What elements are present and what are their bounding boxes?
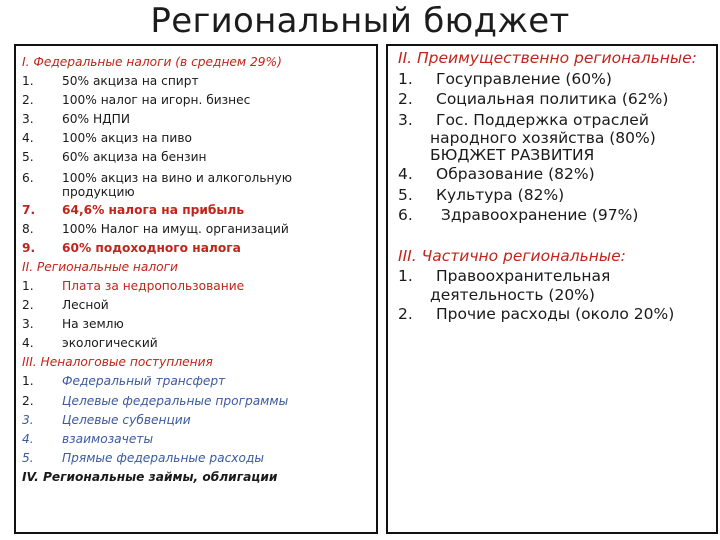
list-item: 1. Правоохранительная: [398, 267, 611, 285]
list-item: 8. 100% Налог на имущ. организаций: [22, 221, 289, 236]
list-item: 5. Прямые федеральные расходы: [22, 450, 265, 465]
list-item: 4. взаимозачеты: [22, 431, 154, 446]
section-head-non-tax-revenue: III. Неналоговые поступления: [22, 355, 213, 370]
list-item: 3. На землю: [22, 317, 124, 332]
list-item: 3. 60% НДПИ: [22, 112, 130, 127]
list-item: 3. Гос. Поддержка отраслей: [398, 110, 649, 129]
expenditure-list: [398, 48, 714, 324]
list-item: 7. 64,6% налога на прибыль: [22, 202, 245, 217]
section-head-regional-taxes: II. Региональные налоги: [22, 259, 178, 274]
list-item: 9. 60% подоходного налога: [22, 240, 241, 255]
list-item: 2. Прочие расходы (около 20%): [398, 304, 675, 323]
list-item: 2. 100% налог на игорн. бизнес: [22, 93, 251, 108]
section-head-partially-regional: III. Частично региональные:: [398, 246, 626, 265]
list-item-continuation: народного хозяйства (80%): [430, 129, 656, 147]
list-item: 2. Социальная политика (62%): [398, 90, 669, 108]
list-item: 1. Госуправление (60%): [398, 69, 612, 88]
list-item-continuation: деятельность (20%): [430, 285, 595, 304]
list-item: 4. 100% акциз на пиво: [22, 131, 192, 146]
section-head-mainly-regional: II. Преимущественно региональные:: [398, 49, 697, 67]
list-item: 6. Здравоохранение (97%): [398, 206, 639, 224]
list-item: 4. Образование (82%): [398, 165, 595, 183]
page-title: Региональный бюджет: [150, 1, 570, 41]
list-item: 1. Федеральный трансферт: [22, 374, 226, 389]
list-item: 4. экологический: [22, 336, 158, 351]
list-item: 6. 100% акциз на вино и алкогольную продукцию: [22, 170, 292, 199]
list-item: 5. Культура (82%): [398, 185, 565, 204]
list-item: 1. Плата за недропользование: [22, 278, 245, 293]
list-item: 1. 50% акциза на спирт: [22, 74, 199, 89]
section-head-federal-taxes: I. Федеральные налоги (в среднем 29%): [22, 55, 282, 69]
revenue-list: [22, 53, 378, 487]
section-head-regional-loans: IV. Региональные займы, облигации: [22, 469, 278, 484]
list-item-continuation: БЮДЖЕТ РАЗВИТИЯ: [430, 146, 595, 164]
list-item: 2. Лесной: [22, 298, 109, 313]
list-item: 3. Целевые субвенции: [22, 412, 191, 427]
list-item: 5. 60% акциза на бензин: [22, 150, 207, 165]
list-item: 2. Целевые федеральные программы: [22, 393, 289, 408]
